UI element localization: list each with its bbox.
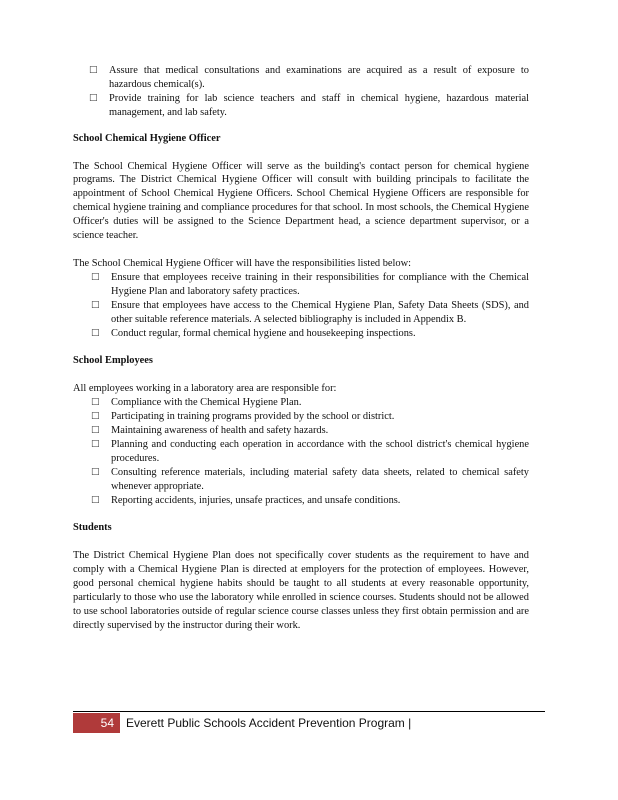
employees-intro: All employees working in a laboratory area are responsible for:	[73, 383, 337, 395]
employees-responsibilities-list	[73, 396, 529, 507]
section-heading-chemical-hygiene-officer: School Chemical Hygiene Officer	[73, 132, 221, 144]
page-content	[73, 64, 529, 633]
officer-paragraph: The School Chemical Hygiene Officer will serve as the building's contact person for chemical hygiene programs. The District Chemical Hygiene Officer will consult with building principals to facilitate the appointment of School Chemical Hygiene Officers. School Chemical Hygiene Officers are responsible for chemical hygiene training and compliance procedures for that school. In most schools, the Chemical Hygiene Officer's duties will be assigned to the Science Department head, a science department supervisor, or a science teacher.	[73, 160, 529, 242]
list-item: □ Ensure that employees have access to the Chemical Hygiene Plan, Safety Data Sheets (SDS), and other suitable reference materials. A selected bibliography is included in Appendix B.	[91, 299, 529, 325]
section-heading-school-employees: School Employees	[73, 355, 153, 367]
list-item: □ Reporting accidents, injuries, unsafe practices, and unsafe conditions.	[91, 494, 401, 506]
bullet-icon: □	[89, 92, 98, 103]
list-item: □ Ensure that employees receive training in their responsibilities for compliance with the Chemical Hygiene Plan and laboratory safety practices.	[91, 271, 529, 297]
bullet-icon: □	[91, 299, 100, 310]
bullet-icon: □	[91, 411, 100, 422]
footer-divider	[73, 711, 545, 712]
officer-responsibilities-list	[73, 271, 529, 341]
bullet-icon: □	[91, 397, 100, 408]
list-item: □ Compliance with the Chemical Hygiene Plan.	[91, 397, 302, 409]
bullet-icon: □	[89, 65, 98, 75]
page-number-badge: 54	[73, 713, 120, 733]
bullet-icon: □	[91, 494, 100, 505]
list-item: □ Assure that medical consultations and examinations are acquired as a result of exposure to hazardous chemical(s).	[89, 65, 529, 90]
top-bullet-list	[73, 64, 529, 120]
list-item: □ Conduct regular, formal chemical hygiene and housekeeping inspections.	[91, 327, 416, 339]
list-item: □ Participating in training programs provided by the school or district.	[91, 411, 395, 423]
footer-title: Everett Public Schools Accident Prevention Program |	[126, 716, 412, 730]
list-item: □ Maintaining awareness of health and safety hazards.	[91, 425, 329, 437]
students-paragraph: The District Chemical Hygiene Plan does not specifically cover students as the requirement to have and comply with a Chemical Hygiene Plan is directed at employers for the protection of employees. However, good personal chemical hygiene habits should be taught to all students at every reasonable opportunity, particularly to those who use the laboratory while enrolled in science courses. Students should not be allowed to use school laboratories outside of regular science course classes unless they first obtain permission and are directly supervised by the instructor during their work.	[73, 550, 529, 631]
section-heading-students: Students	[73, 522, 112, 534]
list-item: □ Consulting reference materials, including material safety data sheets, related to chemical safety whenever appropriate.	[91, 466, 529, 492]
list-item: □ Provide training for lab science teachers and staff in chemical hygiene, hazardous material management, and lab safety.	[89, 92, 529, 118]
bullet-icon: □	[91, 271, 100, 282]
bullet-icon: □	[91, 327, 100, 338]
list-item: □ Planning and conducting each operation in accordance with the school district's chemical hygiene procedures.	[91, 438, 529, 464]
bullet-icon: □	[91, 425, 100, 436]
bullet-icon: □	[91, 466, 100, 477]
responsibilities-intro: The School Chemical Hygiene Officer will have the responsibilities listed below:	[73, 257, 411, 269]
bullet-icon: □	[91, 438, 100, 449]
